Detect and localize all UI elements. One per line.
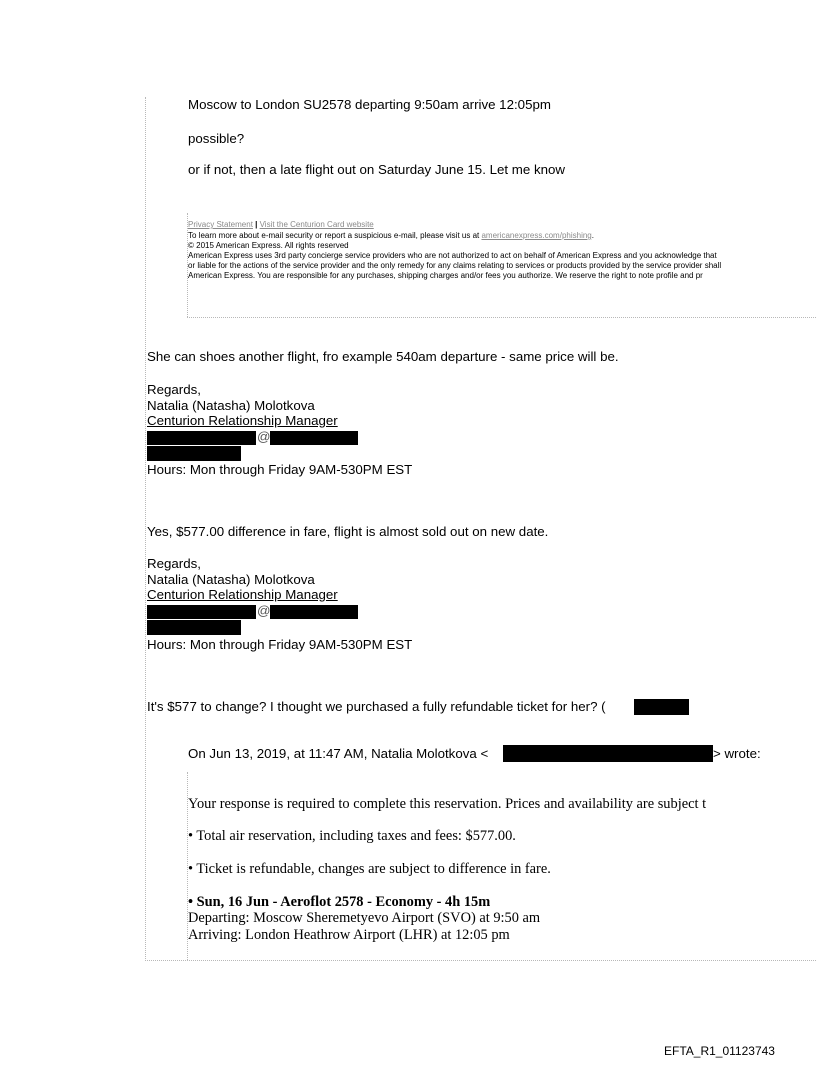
phishing-link[interactable]: americanexpress.com/phishing bbox=[481, 231, 592, 240]
flight-title bbox=[188, 894, 490, 910]
message-body: She can shoes another flight, fro example 540am departure - same price will be. bbox=[147, 349, 619, 364]
bullet-icon: • bbox=[188, 828, 194, 844]
centurion-website-link[interactable]: Visit the Centurion Card website bbox=[259, 220, 374, 229]
bullet-text: Ticket is refundable, changes are subject to difference in fare. bbox=[196, 861, 551, 877]
departing-info: Departing: Moscow Sheremetyevo Airport (SVO) at 9:50 am bbox=[188, 910, 541, 926]
copyright-text: © 2015 American Express. All rights reserved bbox=[188, 241, 349, 250]
flight-title-text: Sun, 16 Jun - Aeroflot 2578 - Economy - 4h 15m bbox=[196, 894, 491, 910]
security-notice-text: To learn more about e-mail security or report a suspicious e-mail, please visit us at bbox=[188, 231, 482, 240]
reply-header-prefix: On Jun 13, 2019, at 11:47 AM, Natalia Molotkova < bbox=[188, 746, 489, 761]
bullet-item bbox=[188, 861, 551, 877]
security-notice-end: . bbox=[591, 231, 594, 240]
bullet-icon: • bbox=[188, 894, 194, 910]
quote-line: possible? bbox=[188, 131, 245, 146]
arriving-info: Arriving: London Heathrow Airport (LHR) at 12:05 pm bbox=[188, 927, 510, 943]
quote-line: or if not, then a late flight out on Saturday June 15. Let me know bbox=[188, 162, 565, 177]
bullet-text: Total air reservation, including taxes and fees: $577.00. bbox=[196, 828, 516, 844]
bullet-item bbox=[188, 828, 516, 844]
redaction-block bbox=[147, 431, 256, 445]
reply-header-suffix: > wrote: bbox=[713, 746, 761, 761]
security-notice bbox=[188, 231, 594, 241]
redaction-block bbox=[270, 431, 358, 445]
disclaimer-line: or liable for the actions of the service provider and the only remedy for any claims relating to services or products provided by the service provider shall bbox=[188, 261, 722, 270]
redaction-block bbox=[503, 745, 713, 762]
footer-box-bottom-border bbox=[187, 317, 816, 318]
office-hours: Hours: Mon through Friday 9AM-530PM EST bbox=[147, 637, 413, 652]
signature-title: Centurion Relationship Manager bbox=[147, 413, 338, 428]
email-at-sign: @ bbox=[257, 429, 271, 444]
footer-links bbox=[188, 220, 374, 230]
message-body-text: It's $577 to change? I thought we purchased a fully refundable ticket for her? ( bbox=[147, 699, 606, 714]
disclaimer-line: American Express uses 3rd party concierge service providers who are not authorized to act on behalf of American Express and you acknowledge that bbox=[188, 251, 717, 260]
redaction-block bbox=[634, 699, 689, 715]
office-hours: Hours: Mon through Friday 9AM-530PM EST bbox=[147, 462, 413, 477]
signature-name: Natalia (Natasha) Molotkova bbox=[147, 572, 315, 587]
privacy-statement-link[interactable]: Privacy Statement bbox=[188, 220, 253, 229]
redaction-block bbox=[147, 620, 241, 635]
page-id: EFTA_R1_01123743 bbox=[664, 1044, 775, 1058]
signature-regards: Regards, bbox=[147, 556, 201, 571]
signature-regards: Regards, bbox=[147, 382, 201, 397]
redaction-block bbox=[270, 605, 358, 619]
email-at-sign: @ bbox=[257, 603, 271, 618]
signature-name: Natalia (Natasha) Molotkova bbox=[147, 398, 315, 413]
bullet-icon: • bbox=[188, 861, 194, 877]
quote-line: Moscow to London SU2578 departing 9:50am arrive 12:05pm bbox=[188, 97, 551, 112]
signature-title: Centurion Relationship Manager bbox=[147, 587, 338, 602]
redaction-block bbox=[147, 605, 256, 619]
message-body bbox=[147, 699, 665, 715]
link-separator: | bbox=[252, 220, 260, 229]
reservation-notice: Your response is required to complete this reservation. Prices and availability are subject t bbox=[188, 796, 707, 812]
outer-quote-border bbox=[145, 97, 146, 961]
redaction-block bbox=[147, 446, 241, 461]
message-body: Yes, $577.00 difference in fare, flight is almost sold out on new date. bbox=[147, 524, 549, 539]
disclaimer-line: American Express. You are responsible for any purchases, shipping charges and/or fees you authorize. We reserve the right to note profile and pr bbox=[188, 271, 703, 280]
quote-bottom-border bbox=[145, 960, 816, 961]
